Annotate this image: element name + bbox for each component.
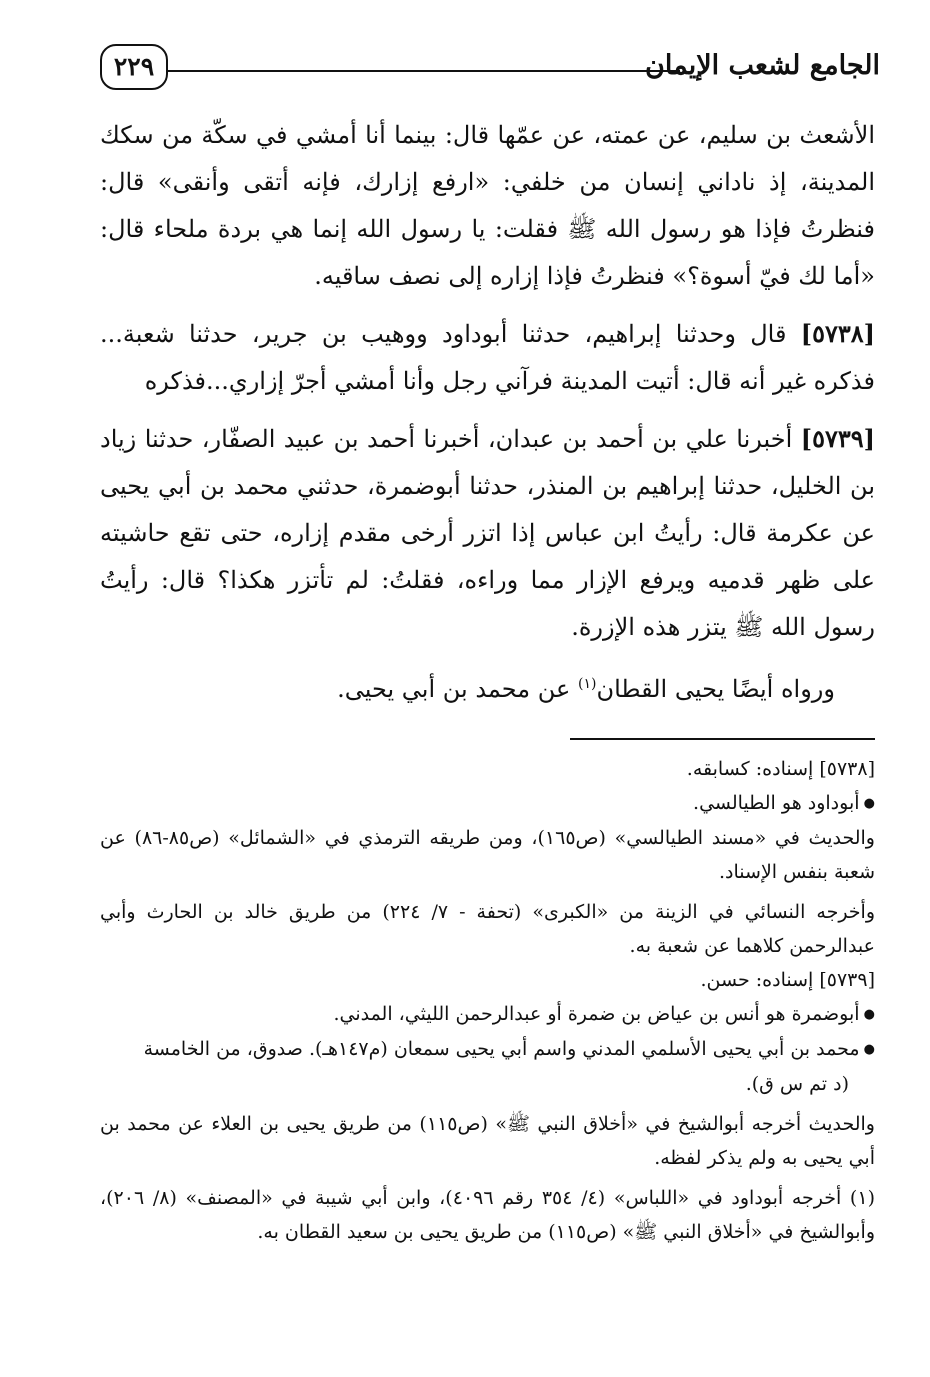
note-text: وأخرجه النسائي في الزينة من «الكبرى» (تحفة - ٧/ ٢٢٤) من طريق خالد بن الحارث وأبي عبدالرحمن كلاهما عن شعبة به. <box>100 901 875 957</box>
note-text: (د تم س ق). <box>745 1073 849 1095</box>
note-bullet: ● أبوضمرة هو أنس بن عياض بن ضمرة أو عبدالرحمن الليثي، المدني. <box>100 997 875 1032</box>
hadith-5739 <box>100 415 875 651</box>
hadith-text: قال وحدثنا إبراهيم، حدثنا أبوداود ووهيب بن جرير، حدثنا شعبة... فذكره غير أنه قال: أتيت المدينة فرآني رجل وأنا أمشي أجرّ إزاري...فذكره <box>100 320 875 395</box>
footnote-separator <box>570 738 875 740</box>
hadith-5738 <box>100 310 875 405</box>
riwaya-text-start: ورواه أيضًا يحيى القطان <box>596 675 835 703</box>
hadith-number: [٥٧٣٨] <box>800 319 875 348</box>
note-bullet: ● محمد بن أبي يحيى الأسلمي المدني واسم أبي يحيى سمعان (م١٤٧هـ). صدوق، من الخامسة <box>100 1032 875 1067</box>
running-title: الجامع لشعب الإيمان <box>645 50 880 81</box>
note-heading-5739: [٥٧٣٩] إسناده: حسن. <box>700 969 875 991</box>
note-bullet: ● أبوداود هو الطيالسي. <box>100 786 875 821</box>
footnote-1: (١) أخرجه أبوداود في «اللباس» (٤/ ٣٥٤ رقم ٤٠٩٦)، وابن أبي شيبة في «المصنف» (٨/ ٢٠٦)، وأبوالشيخ في «أخلاق النبي ﷺ» (ص١١٥) من طريق يحيى بن سعيد القطان به. <box>100 1187 875 1243</box>
page-number: ٢٢٩ <box>100 44 168 90</box>
footnotes <box>100 752 875 1249</box>
main-text <box>100 112 875 723</box>
paragraph-continuation: الأشعث بن سليم، عن عمته، عن عمّها قال: بينما أنا أمشي في سكّة من سكك المدينة، إذ ناداني إنسان من خلفي: «ارفع إزارك، فإنه أتقى وأنقى» قال: فنظرتُ فإذا هو رسول الله ﷺ فقلت: يا رسول الله إنما هي بردة ملحاء قال: «أما لك فيّ أسوة؟» فنظرتُ فإذا إزاره إلى نصف ساقيه. <box>100 121 875 290</box>
note-heading-5738: [٥٧٣٨] إسناده: كسابقه. <box>686 758 875 780</box>
note-text: والحديث في «مسند الطيالسي» (ص١٦٥)، ومن طريقه الترمذي في «الشمائل» (ص٨٥-٨٦) عن شعبة بنفس الإسناد. <box>100 827 875 883</box>
hadith-number: [٥٧٣٩] <box>800 424 875 453</box>
paragraph-riwaya <box>100 661 875 713</box>
note-text: والحديث أخرجه أبوالشيخ في «أخلاق النبي ﷺ» (ص١١٥) من طريق يحيى بن العلاء عن محمد بن أبي يحيى به ولم يذكر لفظه. <box>100 1113 875 1169</box>
header-rule <box>166 70 680 72</box>
footnote-ref[interactable]: (١) <box>577 676 597 692</box>
riwaya-text-end: عن محمد بن أبي يحيى. <box>337 675 578 703</box>
page-header <box>100 40 880 96</box>
hadith-text: أخبرنا علي بن أحمد بن عبدان، أخبرنا أحمد بن عبيد الصفّار، حدثنا زياد بن الخليل، حدثنا إبراهيم بن المنذر، حدثنا أبوضمرة، حدثني محمد بن أبي يحيى عن عكرمة قال: رأيتُ ابن عباس إذا اتزر أرخى مقدم إزاره، حتى تقع حاشيته على ظهر قدميه ويرفع الإزار مما وراءه، فقلتُ: لم تأتزر هكذا؟ قال: رأيتُ رسول الله ﷺ يتزر هذه الإزرة. <box>100 425 876 641</box>
